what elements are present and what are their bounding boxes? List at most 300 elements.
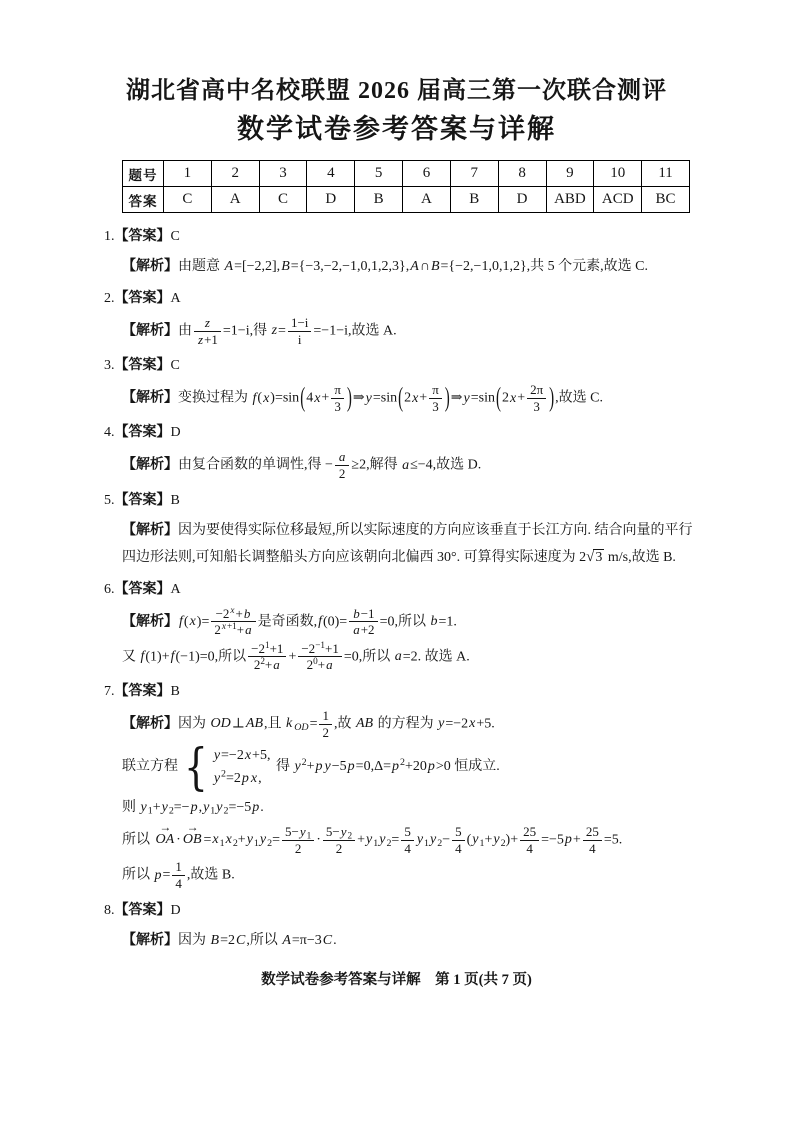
fraction (298, 641, 342, 673)
math-variable: y (246, 832, 253, 848)
math-variable: p (154, 867, 162, 883)
text-run: 2 (301, 756, 307, 768)
solution-line (104, 641, 701, 673)
question-number: 3. (104, 358, 115, 374)
text-run: −2 (215, 605, 230, 621)
text-run: = (391, 832, 400, 848)
text-run: ( (183, 613, 189, 629)
fraction-denominator (288, 332, 311, 348)
text-run: ,故 (333, 716, 355, 732)
text-run: (1)+ (145, 649, 170, 665)
text-run: =0,所以 (379, 613, 430, 629)
math-variable: y (216, 800, 223, 816)
fraction-denominator (172, 876, 185, 892)
text-run: ∩ (419, 259, 430, 274)
text-run: = (278, 323, 286, 339)
math-variable: f (179, 613, 183, 629)
fraction-denominator (248, 657, 286, 673)
math-variable: x (230, 604, 235, 615)
text-run: 2π (530, 382, 544, 398)
text-run: 2 (347, 830, 353, 841)
text-run: =−1−i,故选 A. (313, 323, 397, 339)
math-variable: y (213, 771, 221, 787)
text-run: +20 (404, 759, 427, 775)
solution-block (104, 678, 701, 892)
question-number: 4. (104, 425, 115, 441)
fraction-numerator (194, 315, 221, 332)
brace-icon: { (183, 738, 208, 797)
math-variable: A (410, 259, 419, 274)
text-run: 2 (221, 768, 226, 780)
square-root (586, 550, 604, 565)
fraction-denominator (331, 399, 344, 415)
text-run: + (264, 657, 273, 673)
solution-line (104, 449, 701, 481)
text-run: ,且 (264, 716, 286, 732)
solution-block (104, 897, 701, 954)
math-variable: y (294, 759, 301, 775)
text-run: =− (173, 800, 190, 816)
text-run: +1 (325, 640, 339, 656)
answer-value: A (170, 581, 181, 597)
question-number-cell: 1 (164, 161, 212, 187)
text-run: 1 (210, 805, 216, 817)
answer-header: 答案 (123, 187, 164, 213)
math-variable: a (353, 622, 360, 638)
text-run: ,故选 C. (555, 390, 604, 406)
answer-table-body (123, 161, 690, 213)
fraction (527, 382, 546, 414)
answer-cell: B (450, 187, 498, 213)
text-run: ={−2,−1,0,1,2},共 5 个元素,故选 C. (440, 259, 648, 274)
bold-label: 【解析】 (122, 522, 178, 538)
math-variable: a (338, 449, 346, 465)
math-variable: y (438, 716, 445, 732)
math-variable: f (170, 649, 175, 665)
text-run: 因为要使得实际位移最短,所以实际速度的方向应该垂直于长江方向. 结合向量的平行四边形法则,可知船长调整船头方向应该朝向北偏西 30°. 可算得实际速度为 2 (122, 522, 693, 565)
solution-line (104, 315, 701, 347)
fraction (248, 641, 286, 673)
text-run: 因为 (178, 932, 210, 948)
text-run: 1 (147, 805, 153, 817)
text-run: 2 (338, 465, 346, 481)
answer-cell: C (164, 187, 212, 213)
text-run: ,所以 (246, 932, 282, 948)
answer-label: 【答案】 (114, 229, 171, 244)
text-run: 由复合函数的单调性,得 − (178, 457, 333, 473)
text-run: 1 (373, 837, 379, 849)
math-variable: x (509, 390, 517, 406)
fraction-numerator (335, 449, 350, 466)
text-run: ⇒ (352, 390, 365, 406)
text-run: + (572, 832, 581, 848)
math-variable: x (244, 747, 252, 763)
question-number: 5. (104, 492, 115, 508)
question-number: 2. (104, 291, 115, 306)
solution-block (104, 352, 701, 414)
solution-line (104, 253, 701, 280)
question-number-row (123, 161, 690, 187)
fraction (452, 824, 465, 856)
text-run: )+ (505, 832, 519, 848)
text-run: 2 (404, 390, 412, 406)
math-variable: y (340, 824, 347, 840)
math-variable: b (430, 613, 438, 629)
math-variable: f (140, 649, 145, 665)
fraction (288, 315, 311, 347)
text-run: 2 (437, 837, 443, 849)
fraction-numerator (331, 382, 344, 399)
fraction-denominator (429, 399, 442, 415)
text-run: 5− (325, 824, 340, 840)
vector-body: OA (155, 832, 175, 848)
text-run: =−2 (445, 716, 469, 732)
text-run: m/s,故选 B. (604, 549, 676, 565)
answer-cell: D (498, 187, 546, 213)
page-subtitle: 数学试卷参考答案与详解 (237, 114, 556, 144)
text-run: ≥2,解得 (351, 457, 402, 473)
answer-label: 【答案】 (114, 902, 171, 918)
bold-label: 【解析】 (122, 716, 178, 732)
answer-cell: A (211, 187, 259, 213)
math-variable: y (379, 832, 386, 848)
text-run: . (333, 932, 337, 948)
text-run: =5. (603, 832, 623, 848)
text-run: >0 恒成立. (435, 759, 500, 775)
math-variable: z (198, 331, 204, 347)
answer-label: 【答案】 (114, 358, 171, 374)
big-paren: ) (346, 383, 352, 413)
math-variable: p (252, 800, 260, 816)
text-run: 25 (523, 824, 537, 840)
fraction-numerator (401, 824, 414, 841)
math-variable: a (394, 649, 402, 665)
text-run: 5 (455, 824, 462, 840)
math-variable: B (210, 932, 220, 948)
text-run: 5− (284, 824, 299, 840)
math-variable: p (391, 759, 399, 775)
bold-label: 【解析】 (122, 457, 178, 473)
text-run: =2 (226, 771, 241, 787)
text-run: 2 (260, 656, 265, 667)
solution-block (104, 576, 701, 673)
bold-label: 【解析】 (122, 390, 178, 406)
fraction (319, 708, 332, 740)
text-run: 0 (313, 656, 318, 667)
solution-block (104, 223, 701, 280)
text-run: · (176, 832, 181, 848)
text-run: (0)= (322, 613, 348, 629)
radical-icon: √ (586, 548, 595, 565)
fraction-denominator (194, 332, 221, 348)
text-run: i (297, 331, 302, 347)
math-variable: b (243, 605, 251, 621)
math-variable: x (225, 832, 232, 848)
answer-value: B (170, 492, 180, 508)
text-run: 2 (232, 837, 238, 849)
math-variable: k (286, 716, 293, 732)
answer-value: D (170, 425, 181, 441)
fraction-numerator (527, 382, 546, 399)
text-run: π (432, 382, 439, 398)
text-run: ( (257, 390, 263, 406)
math-variable: AB (245, 716, 264, 732)
fraction-denominator (520, 841, 539, 857)
answer-row (123, 187, 690, 213)
math-variable: p (315, 759, 323, 775)
text-run: 4 (526, 840, 533, 856)
math-variable: a (326, 657, 333, 673)
math-variable: y (463, 390, 470, 406)
text-run: +2 (360, 622, 375, 638)
fraction-numerator (282, 824, 314, 841)
solution-block (104, 419, 701, 481)
bold-label: 【解析】 (122, 323, 178, 339)
answer-label: 【答案】 (114, 683, 171, 699)
question-number-cell: 8 (498, 161, 546, 187)
solution-answer-line (104, 285, 701, 312)
text-run: +5. (476, 716, 495, 732)
question-number-cell: 2 (211, 161, 259, 187)
text-run: +1 (204, 331, 218, 347)
text-run: 2 (214, 622, 221, 638)
math-variable: x (221, 621, 226, 632)
answer-cell: BC (642, 187, 690, 213)
solution-answer-line (104, 897, 701, 924)
answer-label: 【答案】 (114, 581, 171, 597)
text-run: + (517, 390, 526, 406)
text-run: 联立方程 (122, 759, 178, 775)
text-run: 1 (322, 707, 329, 723)
fraction-numerator (323, 824, 355, 841)
math-variable: OD (210, 716, 231, 732)
solution-answer-line (104, 678, 701, 705)
text-run: =1−i,得 (222, 323, 271, 339)
solution-line (104, 517, 701, 571)
text-run: +5, (252, 747, 271, 763)
fraction (331, 382, 344, 414)
fraction-denominator (335, 466, 350, 482)
text-run: 又 (122, 649, 140, 665)
fraction-numerator (172, 859, 185, 876)
question-number-cell: 5 (355, 161, 403, 187)
question-number: 8. (104, 902, 115, 918)
fraction (520, 824, 539, 856)
fraction-denominator (583, 841, 602, 857)
math-variable: x (189, 613, 196, 629)
text-run: 3 (432, 398, 439, 414)
text-run: =−5 (541, 832, 564, 848)
text-run: −1 (360, 605, 375, 621)
fraction-numerator (520, 824, 539, 841)
question-number-cell: 3 (259, 161, 307, 187)
text-run: =0,所以 (343, 649, 394, 665)
question-number-cell: 4 (307, 161, 355, 187)
text-run: 2 (399, 756, 405, 768)
text-run: + (357, 832, 366, 848)
subscript (220, 838, 225, 849)
subscript (307, 830, 312, 840)
math-variable: A (282, 932, 291, 948)
big-paren: ) (444, 383, 450, 413)
radicand: 3 (595, 549, 603, 565)
fraction-denominator (527, 399, 546, 415)
text-run: · (316, 832, 321, 848)
question-number-header: 题号 (123, 161, 164, 187)
question-number: 7. (104, 683, 115, 699)
math-variable: x (469, 716, 476, 732)
solution-line (104, 738, 701, 797)
text-run: ( (466, 832, 472, 848)
solution-line (104, 708, 701, 740)
equation-row (213, 770, 271, 788)
text-run: 5 (404, 824, 411, 840)
answer-value: C (170, 229, 180, 244)
text-run: 1−i (290, 315, 309, 330)
math-variable: a (245, 622, 252, 638)
text-run: ≤−4,故选 D. (410, 457, 482, 473)
math-variable: x (263, 390, 270, 406)
math-variable: AB (355, 716, 374, 732)
text-run: =0,Δ= (355, 759, 391, 775)
math-variable: a (273, 657, 280, 673)
fraction (429, 382, 442, 414)
math-variable: y (299, 824, 306, 840)
text-run: + (288, 649, 297, 665)
answer-cell: ABD (546, 187, 594, 213)
text-run: 的方程为 (374, 716, 438, 732)
text-run: 1 (479, 837, 485, 849)
math-variable: x (314, 390, 321, 406)
bold-label: 【解析】 (122, 613, 178, 629)
text-run: )= (196, 613, 210, 629)
answer-cell: A (403, 187, 451, 213)
answer-label: 【答案】 (114, 291, 171, 306)
math-variable: x (250, 771, 258, 787)
fraction-numerator (319, 708, 332, 725)
text-run: , (258, 771, 262, 787)
text-run: 因为 (178, 716, 210, 732)
fraction (282, 824, 314, 856)
fraction-numerator (298, 641, 342, 658)
question-number-cell: 11 (642, 161, 690, 187)
text-run: 2 (223, 805, 229, 817)
math-variable: OD (294, 721, 309, 733)
text-run: 2 (322, 724, 329, 740)
text-run: ⇒ (450, 390, 463, 406)
text-run: + (321, 390, 330, 406)
text-run: 变换过程为 (178, 390, 252, 406)
big-paren: ( (495, 383, 501, 413)
text-run: π (334, 382, 341, 398)
text-run: = (309, 716, 318, 732)
math-variable: y (324, 759, 331, 775)
text-run: 得 (272, 759, 294, 775)
solution-line (104, 606, 701, 638)
text-run: 3 (334, 398, 341, 414)
text-run: + (237, 832, 246, 848)
text-run: ⊥ (231, 716, 245, 732)
text-run: 2 (335, 840, 343, 856)
text-run: 所以 (122, 832, 154, 848)
solution-block (104, 487, 701, 571)
math-variable: f (252, 390, 257, 406)
text-run: =−2 (221, 747, 244, 763)
text-run: −1 (315, 639, 325, 650)
text-run: 4 (175, 875, 182, 891)
question-number: 1. (104, 229, 115, 244)
subscript (293, 722, 309, 733)
text-run: −5 (331, 759, 347, 775)
fraction (211, 606, 255, 638)
subscript (348, 830, 353, 840)
equation-row (213, 747, 271, 765)
text-run: =[−2,2], (234, 259, 281, 274)
text-run: + (152, 800, 161, 816)
answer-value: A (170, 291, 181, 306)
fraction-numerator (429, 382, 442, 399)
solution-answer-line (104, 487, 701, 514)
page-title: 湖北省高中名校联盟 2026 届高三第一次联合测评 (126, 78, 667, 104)
text-run: 1 (424, 837, 429, 849)
vector (182, 820, 202, 853)
text-run: (−1)=0,所以 (175, 649, 247, 665)
fraction (194, 315, 221, 347)
answer-label: 【答案】 (114, 425, 171, 441)
answer-value: D (170, 902, 181, 918)
fraction (401, 824, 414, 856)
page-footer: 数学试卷参考答案与详解 第 1 页(共 7 页) (261, 971, 532, 988)
answer-value: C (170, 358, 180, 374)
fraction-numerator (288, 315, 311, 332)
math-variable: y (140, 800, 147, 816)
text-run: = (203, 832, 212, 848)
text-run: ={−3,−2,−1,0,1,2,3}, (290, 259, 410, 274)
answer-cell: C (259, 187, 307, 213)
math-variable: p (564, 832, 572, 848)
fraction-denominator (401, 841, 414, 857)
text-run: 1 (264, 639, 270, 650)
text-run: 2 (501, 390, 509, 406)
text-run: +1 (226, 621, 237, 632)
text-run: =−5 (228, 800, 252, 816)
text-run: . (260, 800, 264, 816)
question-number-cell: 6 (403, 161, 451, 187)
text-run: 2 (253, 657, 261, 673)
solution-answer-line (104, 223, 701, 250)
fraction-denominator (349, 622, 377, 638)
text-run: 25 (585, 824, 599, 840)
solution-line (104, 927, 701, 954)
fraction (172, 859, 185, 891)
solution-line (104, 382, 701, 414)
answer-cell: D (307, 187, 355, 213)
text-run: 4 (589, 840, 596, 856)
fraction-numerator (452, 824, 465, 841)
solutions (104, 223, 701, 954)
big-paren: ) (549, 383, 555, 413)
text-run: ,故选 B. (186, 867, 235, 883)
text-run: + (317, 657, 326, 673)
fraction-numerator (583, 824, 602, 841)
math-variable: y (416, 832, 424, 848)
math-variable: C (322, 932, 333, 948)
math-variable: A (224, 259, 234, 274)
math-variable: y (161, 800, 168, 816)
text-run: =2 (220, 932, 235, 948)
text-run: 由 (178, 323, 192, 339)
math-variable: y (366, 832, 373, 848)
